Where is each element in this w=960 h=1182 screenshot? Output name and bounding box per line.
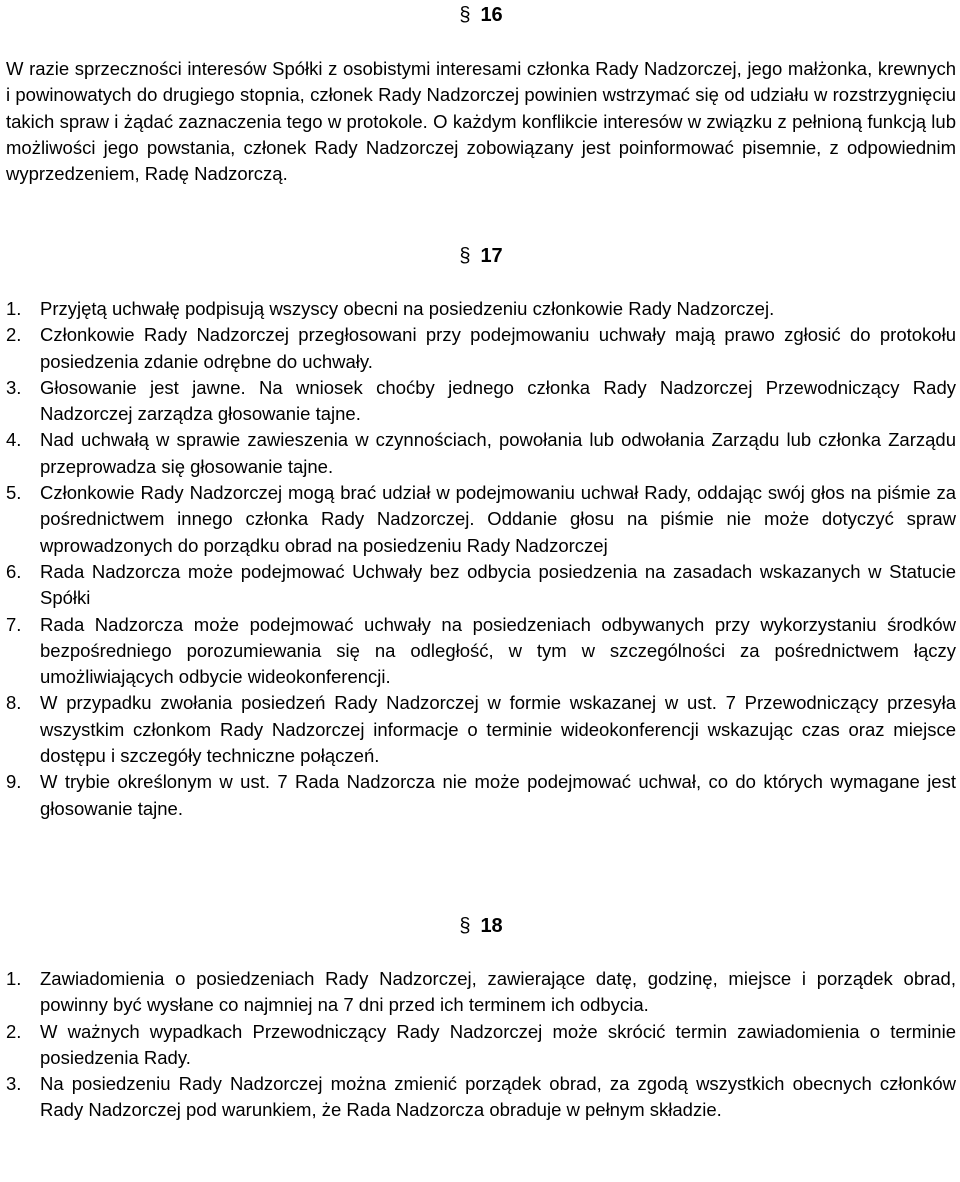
section-number: 17 [480, 245, 503, 267]
item-number: 7. [6, 613, 22, 635]
list-item [6, 427, 956, 480]
list-item [6, 480, 956, 559]
section-symbol: § [459, 915, 471, 937]
list-item [6, 1019, 956, 1072]
item-number: 1. [6, 968, 22, 989]
item-text: Przyjętą uchwałę podpisują wszyscy obecni na posiedzeniu członkowie Rady Nadzorczej. [40, 298, 775, 319]
item-text: W przypadku zwołania posiedzeń Rady Nadzorczej w formie wskazanej w ust. 7 Przewodniczący przesyła wszystkim członkom Rady Nadzorczej informacje o terminie wideokonferencji wskazując czas oraz miejsce dostępu i szczegóły techniczne połączeń. [40, 692, 956, 767]
section-number: 18 [480, 915, 503, 937]
section-heading-17 [6, 243, 956, 269]
list-item [6, 559, 956, 612]
section-heading-16 [6, 2, 956, 28]
list-item [6, 769, 956, 822]
item-number: 9. [6, 771, 22, 793]
section-symbol: § [459, 4, 471, 26]
item-number: 2. [6, 324, 22, 346]
item-number: 1. [6, 298, 22, 319]
item-number: 5. [6, 482, 22, 504]
list-item [6, 612, 956, 691]
list-item [6, 322, 956, 375]
item-text: Członkowie Rady Nadzorczej mogą brać udział w podejmowaniu uchwał Rady, oddając swój głos na piśmie za pośrednictwem innego członka Rady Nadzorczej. Oddanie głosu na piśmie nie może dotyczyć spraw wprowadzonych do porządku obrad na posiedzeniu Rady Nadzorczej [40, 482, 956, 556]
section-symbol: § [459, 245, 471, 267]
section-16-paragraph: W razie sprzeczności interesów Spółki z osobistymi interesami członka Rady Nadzorczej, jego małżonka, krewnych i powinowatych do drugiego stopnia, członek Rady Nadzorczej powinien wstrzymać się od udziału w rozstrzygnięciu takich spraw i żądać zaznaczenia tego w protokole. O każdym konflikcie interesów w związku z pełnioną funkcją lub możliwości jego powstania, członek Rady Nadzorczej zobowiązany jest poinformować pisemnie, z odpowiednim wyprzedzeniem, Radę Nadzorczą. [6, 58, 956, 185]
section-17-list [6, 296, 956, 822]
item-text: Zawiadomienia o posiedzeniach Rady Nadzorczej, zawierające datę, godzinę, miejsce i porządek obrad, powinny być wysłane co najmniej na 7 dni przed ich terminem ich odbycia. [40, 968, 956, 1016]
section-number: 16 [480, 4, 503, 26]
list-item [6, 375, 956, 428]
item-number: 3. [6, 1073, 22, 1095]
item-text: W trybie określonym w ust. 7 Rada Nadzorcza nie może podejmować uchwał, co do których wymagane jest głosowanie tajne. [40, 771, 956, 819]
item-text: Głosowanie jest jawne. Na wniosek choćby jednego członka Rady Nadzorczej Przewodniczący Rady Nadzorczej zarządza głosowanie tajne. [40, 376, 956, 425]
list-item [6, 296, 956, 322]
section-18-list [6, 966, 956, 1124]
item-text: Rada Nadzorcza może podejmować uchwały na posiedzeniach odbywanych przy wykorzystaniu środków bezpośredniego porozumiewania się na odległość, w tym w szczególności za pośrednictwem łączy umożliwiających odbycie wideokonferencji. [40, 613, 956, 688]
item-number: 2. [6, 1020, 22, 1042]
item-number: 3. [6, 376, 22, 398]
item-number: 8. [6, 692, 22, 714]
item-text: Członkowie Rady Nadzorczej przegłosowani przy podejmowaniu uchwały mają prawo zgłosić do protokołu posiedzenia zdanie odrębne do uchwały. [40, 324, 956, 372]
item-text: Na posiedzeniu Rady Nadzorczej można zmienić porządek obrad, za zgodą wszystkich obecnych członków Rady Nadzorczej pod warunkiem, że Rada Nadzorcza obraduje w pełnym składzie. [40, 1073, 956, 1121]
item-number: 4. [6, 429, 22, 451]
list-item [6, 1071, 956, 1124]
item-number: 6. [6, 560, 22, 582]
list-item [6, 690, 956, 769]
item-text: Nad uchwałą w sprawie zawieszenia w czynnościach, powołania lub odwołania Zarządu lub członka Zarządu przeprowadza się głosowanie tajne. [40, 429, 956, 477]
item-text: W ważnych wypadkach Przewodniczący Rady Nadzorczej może skrócić termin zawiadomienia o terminie posiedzenia Rady. [40, 1020, 956, 1068]
section-heading-18 [6, 913, 956, 939]
list-item [6, 966, 956, 1019]
item-text: Rada Nadzorcza może podejmować Uchwały bez odbycia posiedzenia na zasadach wskazanych w Statucie Spółki [40, 560, 956, 609]
